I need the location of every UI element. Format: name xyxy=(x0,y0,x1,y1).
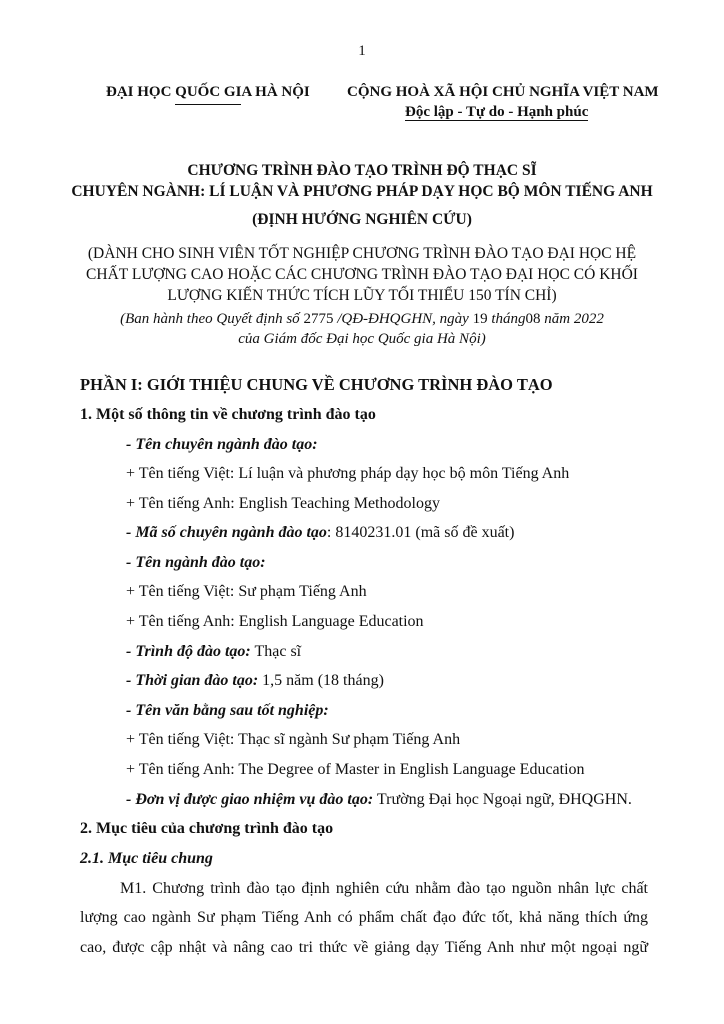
subtitle-line-1: (DÀNH CHO SINH VIÊN TỐT NGHIỆP CHƯƠNG TRÌNH ĐÀO TẠO ĐẠI HỌC HỆ xyxy=(87,245,637,262)
info-row: + Tên tiếng Việt: Lí luận và phương pháp dạy học bộ môn Tiếng Anh xyxy=(126,465,570,482)
info-row: + Tên tiếng Anh: English Language Education xyxy=(126,613,424,630)
info-row: + Tên tiếng Việt: Thạc sĩ ngành Sư phạm Tiếng Anh xyxy=(126,731,461,748)
title-line-1: CHƯƠNG TRÌNH ĐÀO TẠO TRÌNH ĐỘ THẠC SĨ xyxy=(187,162,537,179)
decision-month: 08 xyxy=(525,311,541,327)
info-row: - Tên chuyên ngành đào tạo: xyxy=(126,436,318,453)
header-motto xyxy=(405,104,588,121)
section2-heading: 2. Mục tiêu của chương trình đào tạo xyxy=(80,820,334,837)
decision-month-label: tháng xyxy=(487,311,526,327)
info-row: - Thời gian đào tạo: 1,5 năm (18 tháng) xyxy=(126,672,384,689)
decision-number: 2775 xyxy=(303,311,334,327)
title-line-2: CHUYÊN NGÀNH: LÍ LUẬN VÀ PHƯƠNG PHÁP DẠY HỌC BỘ MÔN TIẾNG ANH xyxy=(71,183,653,200)
decision-line-2: của Giám đốc Đại học Quốc gia Hà Nội) xyxy=(238,331,486,347)
title-line-3: (ĐỊNH HƯỚNG NGHIÊN CỨU) xyxy=(252,211,472,228)
header-motto-text: Độc lập - Tự do - Hạnh phúc xyxy=(405,104,589,120)
section21-heading: 2.1. Mục tiêu chung xyxy=(80,850,213,867)
info-row: - Mã số chuyên ngành đào tạo: 8140231.01 (mã số đề xuất) xyxy=(126,524,515,541)
info-row: - Tên văn bằng sau tốt nghiệp: xyxy=(126,702,329,719)
page-number: 1 xyxy=(358,43,366,59)
header-republic: CỘNG HOÀ XÃ HỘI CHỦ NGHĨA VIỆT NAM xyxy=(347,84,659,100)
header-left-underline xyxy=(175,104,241,105)
info-row: + Tên tiếng Anh: The Degree of Master in English Language Education xyxy=(126,761,585,778)
info-row: - Đơn vị được giao nhiệm vụ đào tạo: Trường Đại học Ngoại ngữ, ĐHQGHN. xyxy=(126,791,632,808)
part1-heading: PHẦN I: GIỚI THIỆU CHUNG VỀ CHƯƠNG TRÌNH ĐÀO TẠO xyxy=(80,375,553,394)
subtitle-line-2: CHẤT LƯỢNG CAO HOẶC CÁC CHƯƠNG TRÌNH ĐÀO TẠO ĐẠI HỌC CÓ KHỐI xyxy=(86,266,638,283)
header-university xyxy=(106,84,310,101)
section1-heading: 1. Một số thông tin về chương trình đào tạo xyxy=(80,406,376,423)
paragraph-line: M1. Chương trình đào tạo định nghiên cứu nhằm đào tạo nguồn nhân lực chất xyxy=(120,880,648,897)
header-university-text: ĐẠI HỌC QUỐC GIA HÀ NỘI xyxy=(106,84,310,100)
info-row: - Tên ngành đào tạo: xyxy=(126,554,266,571)
info-row: - Trình độ đào tạo: Thạc sĩ xyxy=(126,643,302,660)
decision-day: 19 xyxy=(472,311,488,327)
subtitle-line-3: LƯỢNG KIẾN THỨC TÍCH LŨY TỐI THIỂU 150 TÍN CHỈ) xyxy=(167,287,557,304)
decision-prefix: (Ban hành theo Quyết định số xyxy=(120,311,304,327)
decision-year: năm 2022 xyxy=(540,311,604,327)
info-row: + Tên tiếng Việt: Sư phạm Tiếng Anh xyxy=(126,583,367,600)
info-row: + Tên tiếng Anh: English Teaching Methodology xyxy=(126,495,440,512)
decision-code: /QĐ-ĐHQGHN, ngày xyxy=(333,311,473,327)
paragraph-line: lượng cao ngành Sư phạm Tiếng Anh có phẩm chất đạo đức tốt, khả năng thích ứng xyxy=(80,909,648,926)
paragraph-line: cao, được cập nhật và nâng cao tri thức về giảng dạy Tiếng Anh như một ngoại ngữ xyxy=(80,939,648,956)
decision-line-1 xyxy=(0,311,724,328)
